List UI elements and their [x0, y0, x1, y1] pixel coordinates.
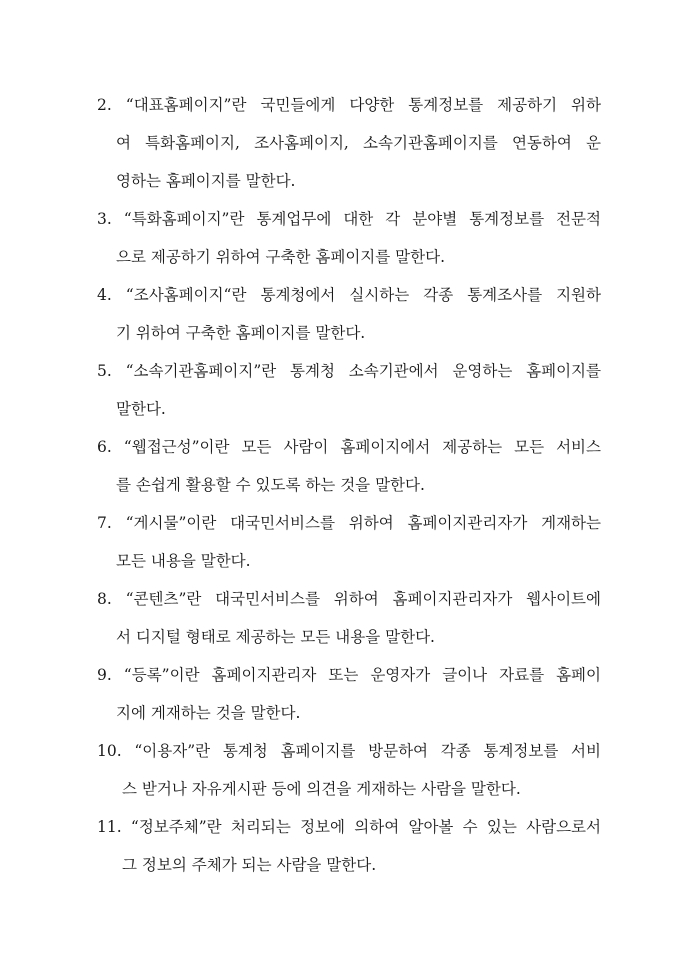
definition-9-line-2: 지에 게재하는 것을 말한다. [116, 704, 301, 722]
definition-item-5 [0, 352, 680, 428]
definition-item-7 [0, 504, 680, 580]
definition-5-line-1: 5. “소속기관홈페이지”란 통계청 소속기관에서 운영하는 홈페이지를 [97, 362, 601, 380]
definition-item-2 [0, 86, 680, 200]
definition-5-line-2: 말한다. [116, 400, 166, 418]
definition-10-line-2: 스 받거나 자유게시판 등에 의견을 게재하는 사람을 말한다. [122, 780, 521, 798]
definition-10-line-1: 10. “이용자”란 통계청 홈페이지를 방문하여 각종 통계정보를 서비 [97, 742, 601, 760]
definition-11-line-1: 11. “정보주체”란 처리되는 정보에 의하여 알아볼 수 있는 사람으로서 [97, 818, 601, 836]
definition-8-line-1: 8. “콘텐츠”란 대국민서비스를 위하여 홈페이지관리자가 웹사이트에 [97, 590, 601, 608]
definition-2-line-2: 여 특화홈페이지, 조사홈페이지, 소속기관홈페이지를 연동하여 운 [116, 134, 601, 152]
definition-item-4 [0, 276, 680, 352]
definition-2-line-1: 2. “대표홈페이지”란 국민들에게 다양한 통계정보를 제공하기 위하 [97, 96, 601, 114]
definition-item-9 [0, 656, 680, 732]
definition-7-line-1: 7. “게시물”이란 대국민서비스를 위하여 홈페이지관리자가 게재하는 [97, 514, 601, 532]
definition-8-line-2: 서 디지털 형태로 제공하는 모든 내용을 말한다. [116, 628, 435, 646]
definition-2-line-3: 영하는 홈페이지를 말한다. [116, 172, 296, 190]
definition-9-line-1: 9. “등록”이란 홈페이지관리자 또는 운영자가 글이나 자료를 홈페이 [97, 666, 601, 684]
definition-item-3 [0, 200, 680, 276]
definition-item-6 [0, 428, 680, 504]
definition-list [0, 86, 680, 884]
definition-11-line-2: 그 정보의 주체가 되는 사람을 말한다. [122, 856, 377, 874]
definition-3-line-1: 3. “특화홈페이지”란 통계업무에 대한 각 분야별 통계정보를 전문적 [97, 210, 601, 228]
definition-6-line-2: 를 손쉽게 활용할 수 있도록 하는 것을 말한다. [116, 476, 425, 494]
definition-item-10 [0, 732, 680, 808]
definition-7-line-2: 모든 내용을 말한다. [116, 552, 251, 570]
definition-4-line-2: 기 위하여 구축한 홈페이지를 말한다. [116, 324, 366, 342]
definition-item-8 [0, 580, 680, 656]
definition-item-11 [0, 808, 680, 884]
definition-6-line-1: 6. “웹접근성”이란 모든 사람이 홈페이지에서 제공하는 모든 서비스 [97, 438, 601, 456]
definition-3-line-2: 으로 제공하기 위하여 구축한 홈페이지를 말한다. [116, 248, 446, 266]
definition-4-line-1: 4. “조사홈페이지“란 통계청에서 실시하는 각종 통계조사를 지원하 [97, 286, 601, 304]
